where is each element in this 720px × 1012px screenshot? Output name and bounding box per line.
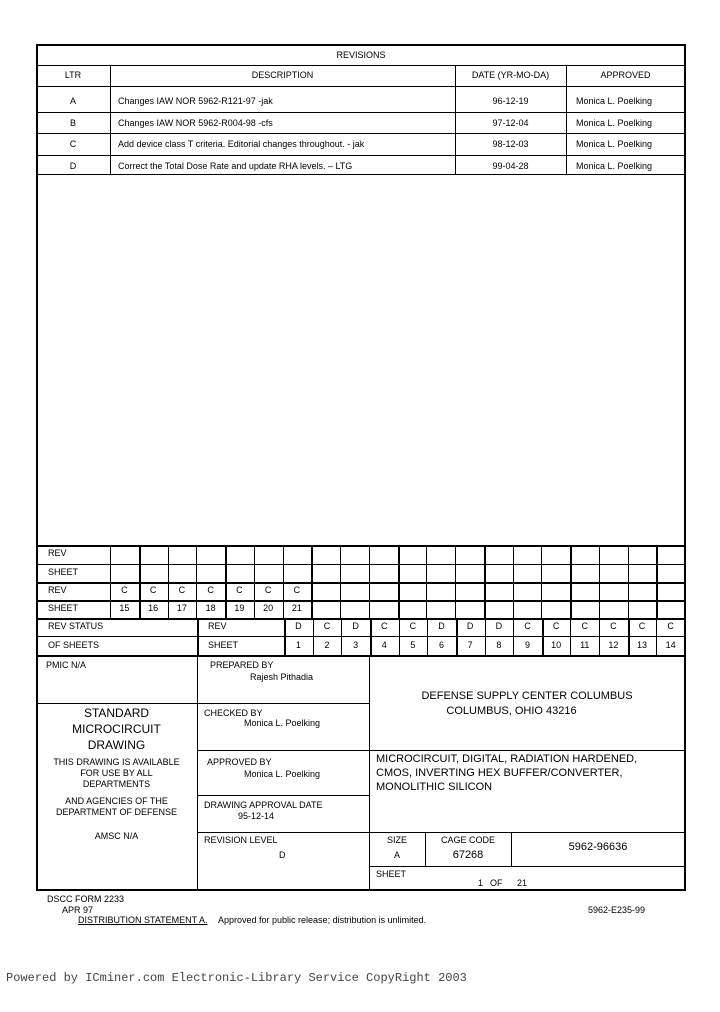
status-sheet-cell: 6 xyxy=(439,640,445,650)
rule-line xyxy=(36,582,685,584)
revision-date: 98-12-03 xyxy=(492,139,529,149)
rule-line xyxy=(197,703,369,704)
rule-line xyxy=(284,618,286,655)
prepared-name: Rajesh Pithadia xyxy=(250,672,314,682)
revision-approved: Monica L. Poelking xyxy=(576,118,653,128)
rule-line xyxy=(36,174,685,175)
rule-line xyxy=(197,618,199,655)
sheet-of: OF xyxy=(490,878,503,888)
drawing-title-line: CMOS, INVERTING HEX BUFFER/CONVERTER, xyxy=(376,767,623,779)
status-sheet-cell: 14 xyxy=(665,640,676,650)
prepared-label: PREPARED BY xyxy=(210,660,274,670)
status-sheet-cell: 5 xyxy=(410,640,416,650)
rule-line xyxy=(254,545,255,618)
form-date: APR 97 xyxy=(62,905,94,915)
rule-line xyxy=(656,618,657,655)
status-sheet-cell: 1 xyxy=(295,640,301,650)
sheet-cell: 21 xyxy=(291,603,302,613)
rule-line xyxy=(139,545,141,618)
approval-date-label: DRAWING APPROVAL DATE xyxy=(204,800,323,810)
revision-ltr: B xyxy=(69,118,76,128)
approval-date: 95-12-14 xyxy=(238,811,275,821)
rule-line xyxy=(455,65,456,174)
rule-line xyxy=(110,65,111,174)
rev-cell: C xyxy=(207,585,214,595)
availability-line: THIS DRAWING IS AVAILABLE xyxy=(53,757,180,767)
revision-date: 97-12-04 xyxy=(492,118,529,128)
cage-code: 67268 xyxy=(452,849,484,861)
rule-line xyxy=(369,832,685,833)
rule-line xyxy=(36,65,685,66)
rev-cell: C xyxy=(121,585,128,595)
grid-row-label: REV xyxy=(48,585,67,595)
rule-line xyxy=(456,618,458,655)
approved-name: Monica L. Poelking xyxy=(244,769,321,779)
rule-line xyxy=(110,545,111,618)
grid-row-label: REV xyxy=(48,548,67,558)
rule-line xyxy=(513,545,514,618)
status-sheet-cell: 13 xyxy=(637,640,648,650)
revisions-title: REVISIONS xyxy=(336,50,386,60)
size-label: SIZE xyxy=(386,835,407,845)
rule-line xyxy=(36,618,685,620)
sheet-total: 21 xyxy=(517,878,528,888)
status-sheet-cell: 10 xyxy=(551,640,562,650)
form-number: DSCC FORM 2233 xyxy=(47,894,125,904)
rule-line xyxy=(628,618,630,655)
rule-line xyxy=(369,655,370,890)
rule-line xyxy=(570,545,572,618)
revision-approved: Monica L. Poelking xyxy=(576,139,653,149)
status-rev-cell: C xyxy=(552,621,560,631)
rule-line xyxy=(36,545,685,547)
rule-line xyxy=(425,832,426,866)
rule-line xyxy=(369,866,685,867)
approved-label: APPROVED BY xyxy=(207,757,272,767)
pmic: PMIC N/A xyxy=(46,660,87,670)
rule-line xyxy=(197,795,369,796)
rule-line xyxy=(36,155,685,156)
rule-line xyxy=(36,655,685,657)
rule-line xyxy=(455,545,456,618)
status-rev-cell: C xyxy=(610,621,617,631)
rev-cell: C xyxy=(264,585,272,595)
sheet-num: 1 xyxy=(478,878,484,888)
revision-ltr: D xyxy=(69,161,77,171)
rev-label: REV xyxy=(208,621,227,631)
rule-line xyxy=(599,545,600,618)
status-rev-cell: C xyxy=(638,621,646,631)
standard-line: DRAWING xyxy=(87,738,146,752)
distribution-label: DISTRIBUTION STATEMENT A. xyxy=(78,915,208,925)
rule-line xyxy=(570,618,571,655)
status-rev-cell: C xyxy=(323,621,331,631)
sheet-label: SHEET xyxy=(208,640,239,650)
sheet-cell: 16 xyxy=(148,603,159,613)
checked-label: CHECKED BY xyxy=(204,708,263,718)
status-sheet-cell: 7 xyxy=(467,640,473,650)
rule-line xyxy=(566,65,567,174)
revision-description: Correct the Total Dose Rate and update RHA levels. – LTG xyxy=(118,161,353,171)
status-rev-cell: D xyxy=(466,621,474,631)
status-sheet-cell: 9 xyxy=(524,640,530,650)
rule-line xyxy=(685,545,686,618)
size: A xyxy=(393,850,400,860)
rule-line xyxy=(369,545,370,618)
status-sheet-cell: 11 xyxy=(580,640,590,650)
sheet-label: SHEET xyxy=(376,869,407,879)
rule-line xyxy=(36,600,685,602)
sheet-cell: 19 xyxy=(234,603,245,613)
revision-level: D xyxy=(279,850,286,860)
rule-line xyxy=(340,545,341,618)
watermark: Powered by ICminer.com Electronic-Library Service CopyRight 2003 xyxy=(6,971,467,985)
rule-line xyxy=(225,545,227,618)
status-sheet-cell: 8 xyxy=(496,640,502,650)
col-date: DATE (YR-MO-DA) xyxy=(471,70,550,80)
org-address: COLUMBUS, OHIO 43216 xyxy=(446,705,577,717)
rule-line xyxy=(197,655,198,890)
rule-line xyxy=(311,545,313,618)
rule-line xyxy=(36,564,685,565)
status-sheet-cell: 3 xyxy=(353,640,359,650)
rule-line xyxy=(370,618,372,655)
rule-line xyxy=(36,112,685,113)
drawing-title-line: MONOLITHIC SILICON xyxy=(376,781,493,793)
status-rev-cell: D xyxy=(438,621,445,631)
status-rev-cell: C xyxy=(380,621,388,631)
rule-line xyxy=(513,618,514,655)
rule-line xyxy=(196,545,197,618)
rule-line xyxy=(36,86,685,87)
status-rev-cell: C xyxy=(581,621,588,631)
grid-row-label: SHEET xyxy=(48,567,79,577)
rule-line xyxy=(485,618,486,655)
standard-line: MICROCIRCUIT xyxy=(72,722,161,736)
status-rev-cell: D xyxy=(495,621,503,631)
rev-status-label: REV STATUS xyxy=(48,621,104,631)
rule-line xyxy=(484,545,486,618)
rule-line xyxy=(197,750,369,751)
amsc: AMSC N/A xyxy=(94,831,139,841)
agencies-line: DEPARTMENT OF DEFENSE xyxy=(55,807,178,817)
col-ltr: LTR xyxy=(64,70,82,80)
sheet-cell: 18 xyxy=(205,603,216,613)
status-sheet-cell: 2 xyxy=(324,640,330,650)
org-name: DEFENSE SUPPLY CENTER COLUMBUS xyxy=(421,690,633,702)
status-sheet-cell: 4 xyxy=(381,640,387,650)
status-rev-cell: D xyxy=(295,621,302,631)
rev-cell: C xyxy=(236,585,243,595)
revision-description: Changes IAW NOR 5962-R004-98 -cfs xyxy=(118,118,273,128)
status-sheet-cell: 12 xyxy=(608,640,619,650)
revision-description: Add device class T criteria. Editorial changes throughout. - jak xyxy=(118,139,365,149)
status-rev-cell: C xyxy=(409,621,417,631)
rule-line xyxy=(313,618,314,655)
rule-line xyxy=(599,618,600,655)
revision-ltr: A xyxy=(69,96,76,106)
col-description: DESCRIPTION xyxy=(251,70,314,80)
cage-label: CAGE CODE xyxy=(440,835,495,845)
distribution-text: Approved for public release; distribution is unlimited. xyxy=(218,915,427,925)
sheet-cell: 15 xyxy=(119,603,130,613)
grid-row-label: SHEET xyxy=(48,603,79,613)
revision-approved: Monica L. Poelking xyxy=(576,161,653,171)
checked-name: Monica L. Poelking xyxy=(244,718,321,728)
status-rev-cell: C xyxy=(667,621,674,631)
revision-date: 99-04-28 xyxy=(492,161,529,171)
sheet-cell: 17 xyxy=(176,603,187,613)
rule-line xyxy=(197,832,369,833)
revision-level-label: REVISION LEVEL xyxy=(204,835,278,845)
standard-line: STANDARD xyxy=(83,706,150,720)
revision-approved: Monica L. Poelking xyxy=(576,96,653,106)
document-code: 5962-E235-99 xyxy=(588,905,646,915)
rule-line xyxy=(399,618,400,655)
sheet-cell: 20 xyxy=(263,603,274,613)
drawing-title-line: MICROCIRCUIT, DIGITAL, RADIATION HARDENED, xyxy=(376,753,638,765)
revision-date: 96-12-19 xyxy=(492,96,529,106)
rev-status-label: OF SHEETS xyxy=(48,640,100,650)
rule-line xyxy=(656,545,658,618)
status-rev-cell: D xyxy=(352,621,359,631)
rule-line xyxy=(36,703,197,704)
rev-cell: C xyxy=(149,585,157,595)
availability-line: FOR USE BY ALL xyxy=(80,768,153,778)
rule-line xyxy=(369,750,685,751)
rule-line xyxy=(511,832,512,866)
availability-line: DEPARTMENTS xyxy=(82,779,151,789)
rule-line xyxy=(542,618,544,655)
rev-cell: C xyxy=(178,585,186,595)
rule-line xyxy=(541,545,542,618)
rule-line xyxy=(427,618,428,655)
rule-line xyxy=(341,618,342,655)
status-rev-cell: C xyxy=(524,621,531,631)
document-number: 5962-96636 xyxy=(568,841,628,853)
rule-line xyxy=(426,545,427,618)
revision-description: Changes IAW NOR 5962-R121-97 -jak xyxy=(118,96,273,106)
rule-line xyxy=(628,545,629,618)
revision-ltr: C xyxy=(69,139,77,149)
agencies-line: AND AGENCIES OF THE xyxy=(65,796,168,806)
col-approved: APPROVED xyxy=(600,70,651,80)
rule-line xyxy=(398,545,400,618)
rule-line xyxy=(36,133,685,134)
rule-line xyxy=(168,545,169,618)
rev-cell: C xyxy=(293,585,301,595)
rule-line xyxy=(283,545,284,618)
rule-line xyxy=(36,636,685,637)
